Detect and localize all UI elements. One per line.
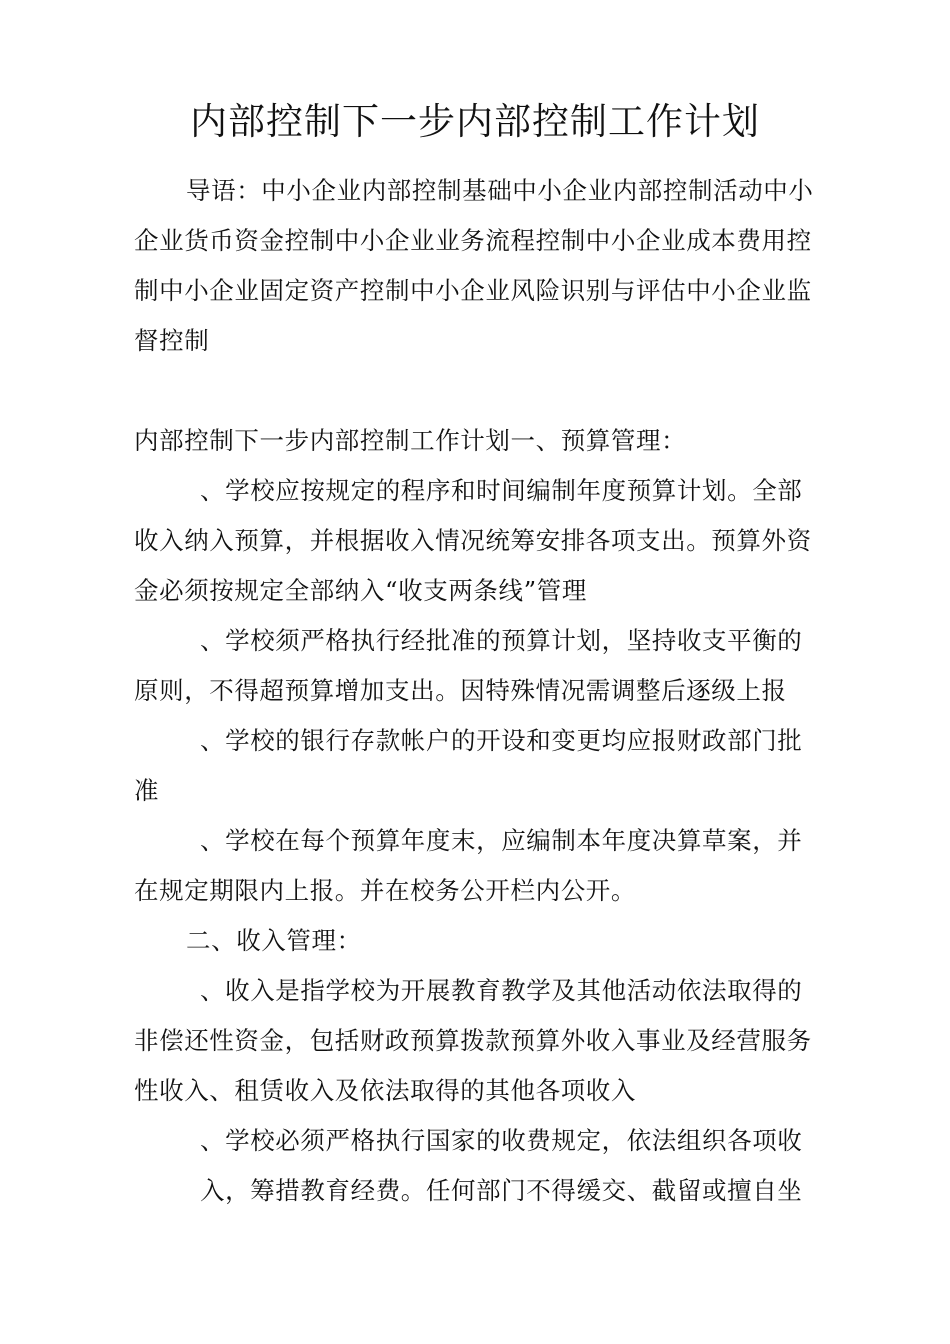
paragraph-line: 、学校在每个预算年度末，应编制本年度决算草案，并 bbox=[200, 826, 803, 855]
paragraph-line: 收入纳入预算，并根据收入情况统筹安排各项支出。预算外资 bbox=[134, 526, 812, 555]
paragraph-line: 原则，不得超预算增加支出。因特殊情况需调整后逐级上报 bbox=[134, 676, 787, 705]
intro-line-2: 企业货币资金控制中小企业业务流程控制中小企业成本费用控 bbox=[134, 226, 812, 255]
paragraph-line: 在规定期限内上报。并在校务公开栏内公开。 bbox=[134, 876, 636, 905]
paragraph-gap bbox=[134, 366, 834, 416]
intro-line-4: 督控制 bbox=[134, 326, 210, 355]
section-heading-budget: 内部控制下一步内部控制工作计划一、预算管理： bbox=[134, 426, 687, 455]
paragraph-line: 准 bbox=[134, 776, 160, 805]
paragraph-line: 性收入、租赁收入及依法取得的其他各项收入 bbox=[134, 1076, 636, 1105]
paragraph-line: 入，筹措教育经费。任何部门不得缓交、截留或擅自坐 bbox=[200, 1176, 803, 1205]
intro-line-3: 制中小企业固定资产控制中小企业风险识别与评估中小企业监 bbox=[134, 276, 812, 305]
document-title: 内部控制下一步内部控制工作计划 bbox=[190, 100, 760, 143]
document-body bbox=[134, 166, 834, 1216]
paragraph-line: 非偿还性资金，包括财政预算拨款预算外收入事业及经营服务 bbox=[134, 1026, 812, 1055]
section-heading-income: 二、收入管理： bbox=[186, 926, 362, 955]
intro-line-1: 导语：中小企业内部控制基础中小企业内部控制活动中小 bbox=[186, 176, 814, 205]
paragraph-line: 金必须按规定全部纳入“收支两条线”管理 bbox=[134, 576, 587, 605]
paragraph-line: 、学校须严格执行经批准的预算计划，坚持收支平衡的 bbox=[200, 626, 803, 655]
paragraph-line: 、学校的银行存款帐户的开设和变更均应报财政部门批 bbox=[200, 726, 803, 755]
paragraph-line: 、收入是指学校为开展教育教学及其他活动依法取得的 bbox=[200, 976, 803, 1005]
paragraph-line: 、学校必须严格执行国家的收费规定，依法组织各项收 bbox=[200, 1126, 803, 1155]
paragraph-line: 、学校应按规定的程序和时间编制年度预算计划。全部 bbox=[200, 476, 803, 505]
